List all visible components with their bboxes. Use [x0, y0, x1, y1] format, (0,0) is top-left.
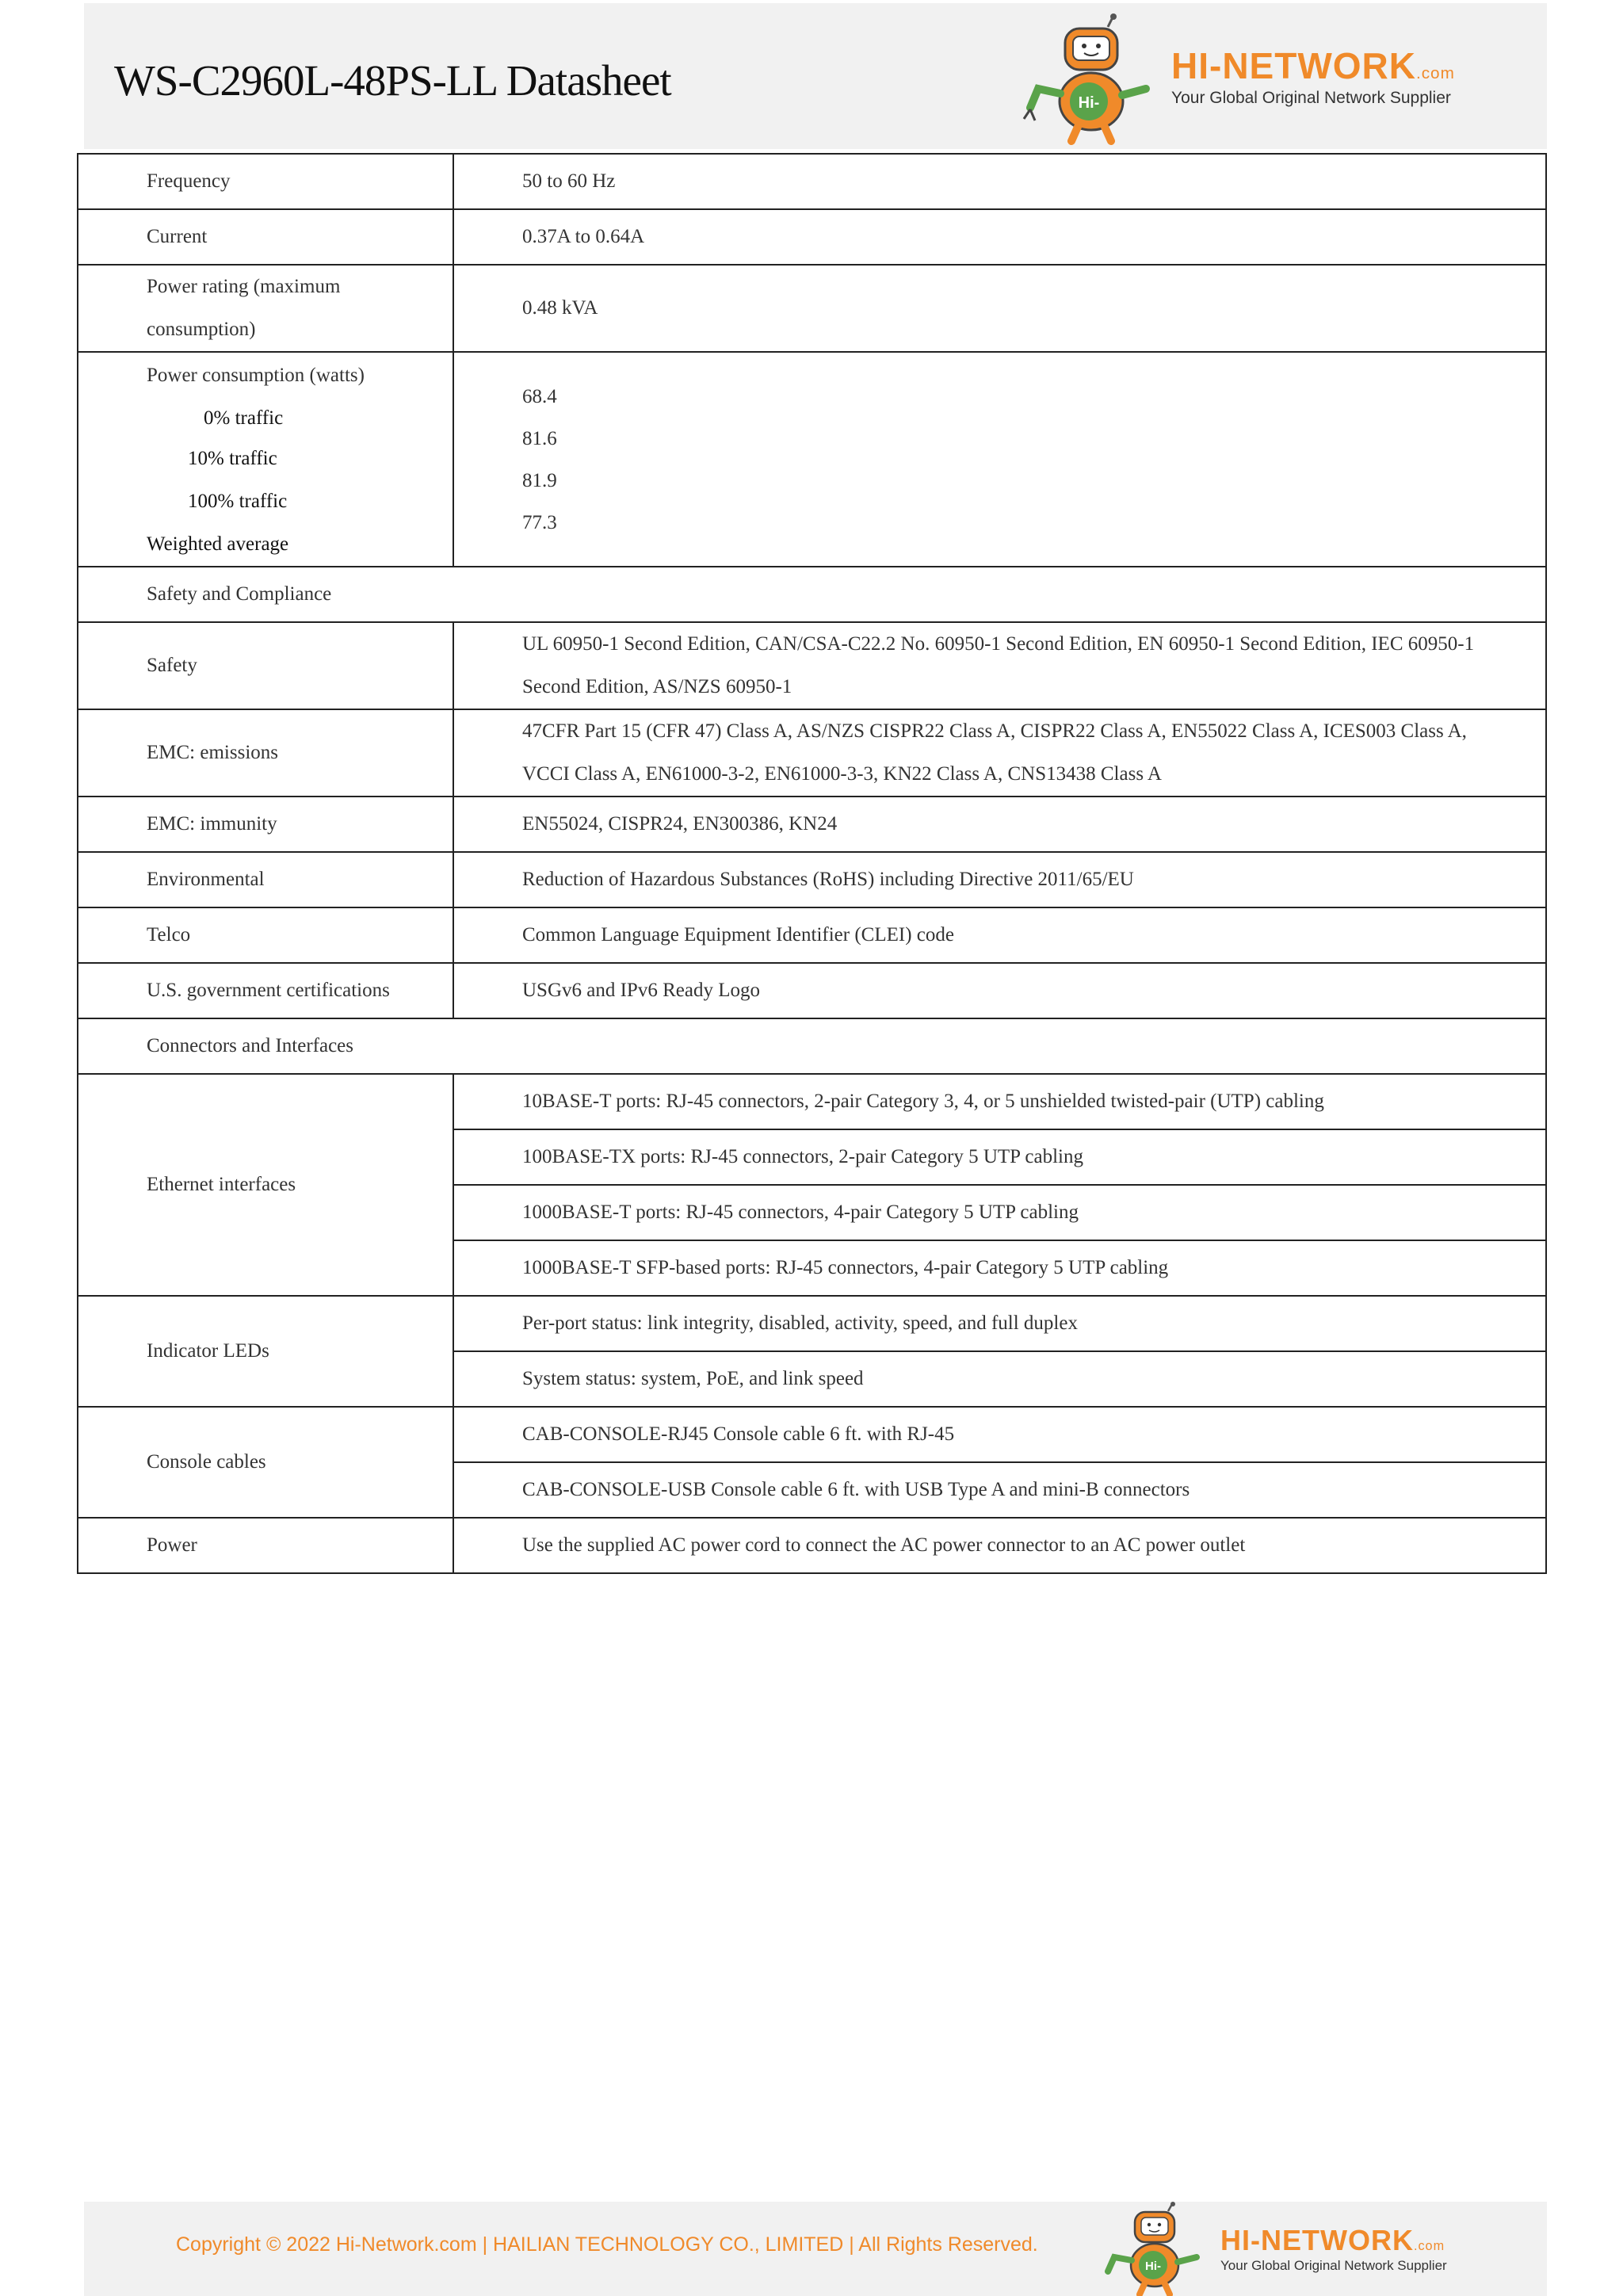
table-row	[78, 209, 1546, 265]
robot-mascot-icon	[1019, 13, 1162, 147]
power-value: 81.6	[522, 427, 557, 449]
power-value: 68.4	[522, 385, 557, 407]
row-value: CAB-CONSOLE-USB Console cable 6 ft. with USB Type A and mini-B connectors	[453, 1462, 1546, 1518]
section-header: Connectors and Interfaces	[78, 1018, 1546, 1074]
table-row	[78, 797, 1546, 852]
power-value: 81.9	[522, 469, 557, 491]
row-value: Use the supplied AC power cord to connect the AC power connector to an AC power outlet	[453, 1518, 1546, 1573]
row-value: Common Language Equipment Identifier (CLEI) code	[453, 907, 1546, 963]
row-label: Safety	[78, 622, 453, 709]
brand-suffix: .com	[1415, 64, 1455, 82]
section-header-row	[78, 567, 1546, 622]
label-line: consumption)	[147, 319, 256, 340]
row-label: EMC: emissions	[78, 709, 453, 797]
section-header-row	[78, 1018, 1546, 1074]
spec-table	[77, 153, 1547, 1574]
value-line: UL 60950-1 Second Edition, CAN/CSA-C22.2 No. 60950-1 Second Edition, EN 60950-1 Second Edition, IEC 60950-1	[522, 633, 1475, 655]
row-value: USGv6 and IPv6 Ready Logo	[453, 963, 1546, 1018]
traffic-item: 0% traffic	[204, 407, 284, 429]
section-header: Safety and Compliance	[78, 567, 1546, 622]
row-value	[453, 709, 1546, 797]
label-title: Power consumption (watts)	[147, 365, 365, 386]
table-row	[78, 1074, 1546, 1129]
row-value: Reduction of Hazardous Substances (RoHS) including Directive 2011/65/EU	[453, 852, 1546, 907]
label-line: Power rating (maximum	[147, 276, 341, 297]
table-row	[78, 1296, 1546, 1351]
row-label: EMC: immunity	[78, 797, 453, 852]
page-header	[84, 3, 1547, 149]
table-row	[78, 1518, 1546, 1573]
row-value: System status: system, PoE, and link speed	[453, 1351, 1546, 1407]
brand-suffix: .com	[1413, 2239, 1445, 2253]
row-value: 50 to 60 Hz	[453, 154, 1546, 209]
table-row	[78, 852, 1546, 907]
value-line: 47CFR Part 15 (CFR 47) Class A, AS/NZS CISPR22 Class A, CISPR22 Class A, EN55022 Class A, ICES003 Class A,	[522, 720, 1467, 742]
traffic-item: Weighted average	[147, 533, 289, 555]
footer-brand-logo	[1220, 2224, 1447, 2274]
value-line: VCCI Class A, EN61000-3-2, EN61000-3-3, KN22 Class A, CNS13438 Class A	[522, 763, 1162, 785]
row-value: 1000BASE-T ports: RJ-45 connectors, 4-pair Category 5 UTP cabling	[453, 1185, 1546, 1240]
row-label: Current	[78, 209, 453, 265]
row-label: Power	[78, 1518, 453, 1573]
row-label: U.S. government certifications	[78, 963, 453, 1018]
row-label	[78, 265, 453, 352]
table-row	[78, 352, 1546, 567]
row-value: Per-port status: link integrity, disabled, activity, speed, and full duplex	[453, 1296, 1546, 1351]
page-footer	[84, 2202, 1547, 2296]
value-line: Second Edition, AS/NZS 60950-1	[522, 676, 792, 697]
row-value: EN55024, CISPR24, EN300386, KN24	[453, 797, 1546, 852]
power-value: 77.3	[522, 511, 557, 533]
row-value	[453, 352, 1546, 567]
header-brand-logo	[1171, 44, 1455, 108]
row-value: 1000BASE-T SFP-based ports: RJ-45 connectors, 4-pair Category 5 UTP cabling	[453, 1240, 1546, 1296]
table-row	[78, 1407, 1546, 1462]
row-value: 100BASE-TX ports: RJ-45 connectors, 2-pair Category 5 UTP cabling	[453, 1129, 1546, 1185]
row-label: Environmental	[78, 852, 453, 907]
table-row	[78, 963, 1546, 1018]
table-row	[78, 907, 1546, 963]
row-label: Console cables	[78, 1407, 453, 1518]
row-value: CAB-CONSOLE-RJ45 Console cable 6 ft. with RJ-45	[453, 1407, 1546, 1462]
row-label: Ethernet interfaces	[78, 1074, 453, 1296]
row-label	[78, 352, 453, 567]
row-label: Indicator LEDs	[78, 1296, 453, 1407]
document-title: WS-C2960L-48PS-LL Datasheet	[114, 56, 671, 105]
copyright-text: Copyright © 2022 Hi-Network.com | HAILIAN TECHNOLOGY CO., LIMITED | All Rights Reserved.	[176, 2233, 1038, 2256]
robot-badge-text: Hi-	[1145, 2260, 1161, 2273]
table-row	[78, 709, 1546, 797]
row-value: 0.48 kVA	[453, 265, 1546, 352]
robot-mascot-icon	[1098, 2202, 1209, 2296]
row-value: 0.37A to 0.64A	[453, 209, 1546, 265]
brand-tagline: Your Global Original Network Supplier	[1171, 89, 1451, 107]
row-label: Frequency	[78, 154, 453, 209]
row-label: Telco	[78, 907, 453, 963]
traffic-item: 100% traffic	[188, 491, 288, 512]
brand-name: HI-NETWORK	[1171, 45, 1416, 86]
robot-badge-text: Hi-	[1078, 94, 1100, 112]
row-value: 10BASE-T ports: RJ-45 connectors, 2-pair Category 3, 4, or 5 unshielded twisted-pair (UTP) cabling	[453, 1074, 1546, 1129]
row-value	[453, 622, 1546, 709]
traffic-item: 10% traffic	[188, 448, 277, 469]
brand-tagline: Your Global Original Network Supplier	[1220, 2258, 1447, 2273]
table-row	[78, 622, 1546, 709]
table-row	[78, 265, 1546, 352]
brand-name: HI-NETWORK	[1220, 2224, 1414, 2256]
table-row	[78, 154, 1546, 209]
